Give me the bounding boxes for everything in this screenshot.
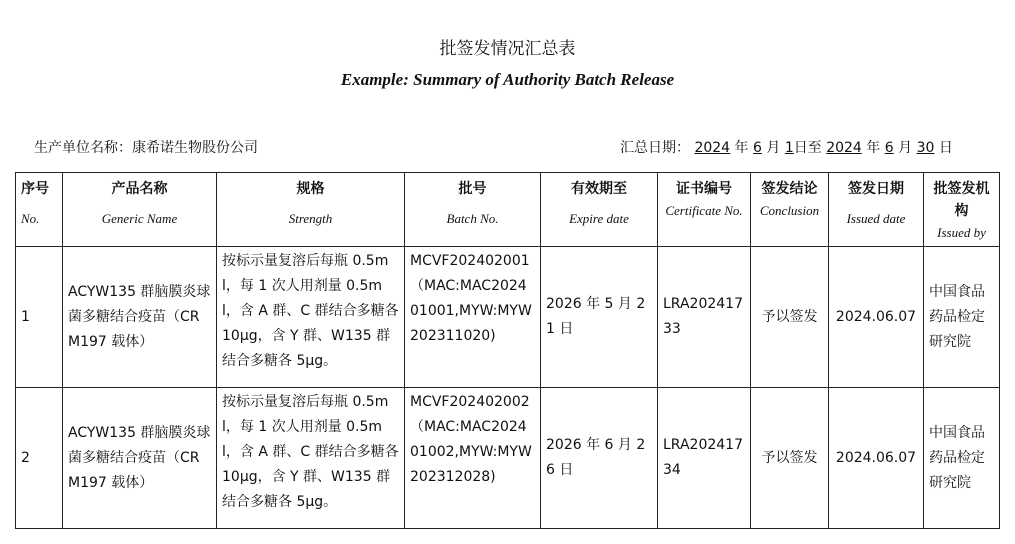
header-issued-date: 签发日期 Issued date: [829, 173, 924, 247]
header-certificate-no: 证书编号 Certificate No.: [658, 173, 751, 247]
table-row: [16, 388, 1000, 529]
header-generic-name: 产品名称 Generic Name: [63, 173, 217, 247]
cell-conclusion: 予以签发: [751, 388, 829, 529]
header-conclusion: 签发结论 Conclusion: [751, 173, 829, 247]
header-issued-by: 批签发机构 Issued by: [924, 173, 1000, 247]
period-end-day: 30: [916, 140, 935, 156]
period-month-unit-2: 月: [898, 140, 913, 156]
period-year-unit-2: 年: [866, 140, 881, 156]
cell-certificate-no: LRA20241734: [658, 388, 751, 529]
period-year-unit-1: 年: [734, 140, 749, 156]
period-day-unit: 日: [938, 140, 953, 156]
header-strength: 规格 Strength: [217, 173, 405, 247]
cell-batch-no: MCVF202402001（MAC:MAC202401001,MYW:MYW202311020): [405, 247, 541, 388]
cell-strength: 按标示量复溶后每瓶 0.5ml，每 1 次人用剂量 0.5ml，含 A 群、C 群结合多糖各 10μg，含 Y 群、W135 群结合多糖各 5μg。: [217, 388, 405, 529]
cell-no: 2: [16, 388, 63, 529]
header-row: [16, 173, 1000, 247]
period-start-month: 6: [753, 140, 762, 156]
cell-strength: 按标示量复溶后每瓶 0.5ml，每 1 次人用剂量 0.5ml，含 A 群、C 群结合多糖各 10μg，含 Y 群、W135 群结合多糖各 5μg。: [217, 247, 405, 388]
cell-issued-by: 中国食品药品检定研究院: [924, 247, 1000, 388]
cell-conclusion: 予以签发: [751, 247, 829, 388]
cell-generic-name: ACYW135 群脑膜炎球菌多糖结合疫苗（CRM197 载体）: [63, 388, 217, 529]
cell-certificate-no: LRA20241733: [658, 247, 751, 388]
cell-no: 1: [16, 247, 63, 388]
period-month-unit-1: 月: [766, 140, 781, 156]
header-expire-date: 有效期至 Expire date: [541, 173, 658, 247]
cell-issued-date: 2024.06.07: [829, 247, 924, 388]
period-to: 日至: [793, 140, 822, 156]
cell-expire-date: 2026 年 6 月 26 日: [541, 388, 658, 529]
cell-expire-date: 2026 年 5 月 21 日: [541, 247, 658, 388]
cell-generic-name: ACYW135 群脑膜炎球菌多糖结合疫苗（CRM197 载体）: [63, 247, 217, 388]
cell-issued-by: 中国食品药品检定研究院: [924, 388, 1000, 529]
period-start-year: 2024: [694, 140, 731, 156]
header-batch-no: 批号 Batch No.: [405, 173, 541, 247]
title-chinese: 批签发情况汇总表: [439, 39, 576, 59]
summary-period: [620, 137, 953, 157]
period-label: 汇总日期：: [620, 140, 690, 156]
period-start-day: 1: [784, 140, 794, 156]
table-row: [16, 247, 1000, 388]
batch-release-table: [15, 172, 1000, 529]
period-end-year: 2024: [826, 140, 862, 156]
cell-batch-no: MCVF202402002（MAC:MAC202401002,MYW:MYW202312028): [405, 388, 541, 529]
title-english: Example: Summary of Authority Batch Release: [340, 70, 675, 89]
cell-issued-date: 2024.06.07: [829, 388, 924, 529]
header-no: 序号 No.: [16, 173, 63, 247]
period-end-month: 6: [884, 140, 894, 156]
producer-line: 生产单位名称：康希诺生物股份公司: [34, 140, 258, 156]
